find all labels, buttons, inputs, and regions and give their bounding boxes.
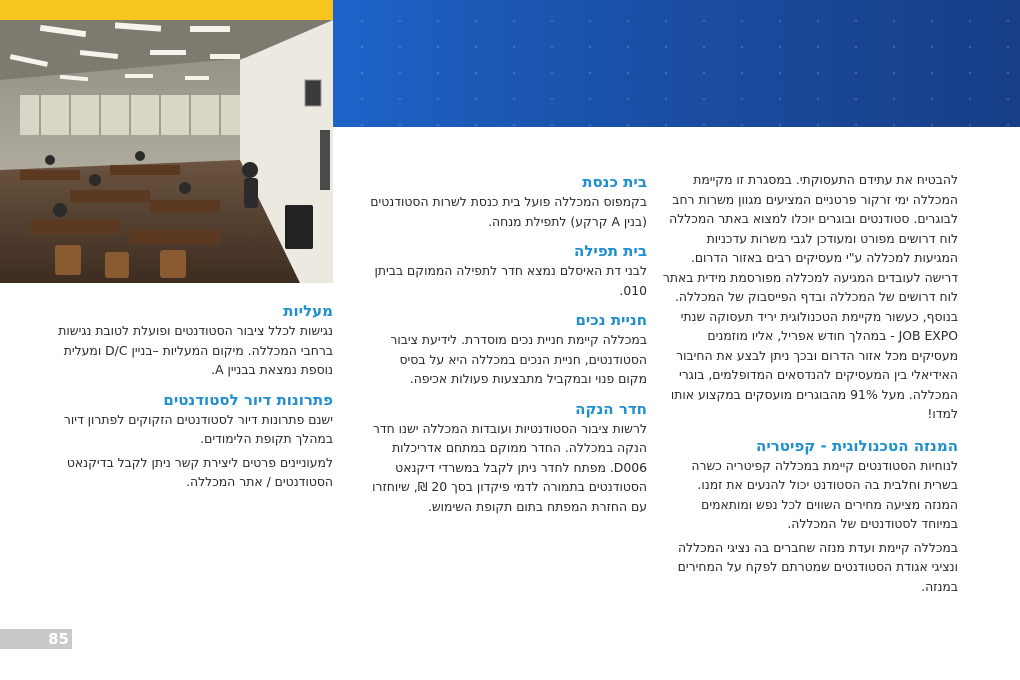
yellow-accent-bar <box>0 0 333 20</box>
page-number: 85 <box>0 629 72 649</box>
nursing-room-text: לרשות ציבור הסטודנטיות ועובדות המכללה ישנו חדר הנקה במכללה. החדר ממוקם במתחם אדריכלות D006. מפתח לחדר ניתן לקבל במשרדי דיקנאט הסטודנטים בתמורה לדמי פיקדון בסך 20 ₪, שיוחזרו עם החזרת המפתח בתום תקופת השימוש. <box>372 420 647 514</box>
nursing-room-heading: חדר הנקה <box>575 399 647 418</box>
cafeteria-committee-text: במכללה קיימת ועדת מנזה שחברים בה נציגי המכללה ונציגי אגודת הסטודנטים שמטרתם לפקח על המחירים במנזה. <box>677 539 958 594</box>
cafeteria-text: לנוחיות הסטודנטים קיימת במכללה קפיטריה כשרה בשרית וחלבית בה הסטודנט יכול להנעים את זמנו. המנזה מציעה מחירים השווים לכל נפש ומותאמים במיוחד לסטודנטים של המכללה. <box>691 457 958 531</box>
elevators-text: נגישות לכלל ציבור הסטודנטים ופועלת לטובת נגישות ברחבי המכללה. מיקום המעליות –בניין D/C ומעלית נוספת נמצאת בבניין A. <box>58 323 333 377</box>
column-right <box>662 170 958 596</box>
elevators-heading: מעליות <box>283 302 333 320</box>
disabled-parking-heading: חניית נכים <box>575 311 647 329</box>
housing-text: ישנם פתרונות דיור לסטודנטים הזקוקים לפתרון דיור במהלך תקופת הלימודים. <box>63 411 333 446</box>
disabled-parking-text: במכללה קיימת חניית נכים מוסדרת. לידיעת ציבור הסטודנטים, חניית הנכים במכללה היא על בסיס מקום פנוי ובמקביל מתבצעות פעולות אכיפה. <box>390 332 647 386</box>
employment-intro-text: להבטיח את עתידם התעסוקתי. במסגרת זו מקיימת המכללה ימי זרקור פרטניים המציעים מגוון משרות רחב לבוגרים. סטודנטים ובוגרים יוכלו למצוא באתר המכללה לוח דרושים מפורט ומעודכן לגבי משרות עדכניות המגיעות למכללה ע"י מעסיקים רבים באזור הדרום. דרישה לעובדים המגיעה למכללה מפורסמת מידית באתר לוח דרושים של המכללה ובדף הפייסבוק של המכללה. בנוסף, כעשור מקיימת הטכנולוגית יריד תעסוקה שנתי JOB EXPO - במהלך חודש אפריל, אליו מוזמנים מעסיקים מכל אזור הדרום ובכך ניתן לבצע את החיבור האידיאלי בין המעסיקים להנדסאים המדופלמים, בוגרי המכללה. מעל 91% מהבוגרים מועסקים במקצוע אותו למדו! <box>662 172 958 421</box>
header-banner <box>333 0 1020 127</box>
prayer-room-heading: בית תפילה <box>574 242 647 260</box>
library-reading-hall-photo <box>0 20 333 283</box>
cafeteria-heading: המנזה הטכנולוגית - קפיטריה <box>756 436 958 455</box>
column-left <box>43 301 333 492</box>
prayer-room-text: לבני דת האיסלם נמצא חדר לתפילה הממוקם בביתן 010. <box>374 263 647 298</box>
column-middle <box>367 172 647 516</box>
header-dot-pattern <box>333 0 1020 127</box>
synagogue-text: בקמפוס המכללה פועל בית כנסת לשרות הסטודנטים (בנין A קרקע) לתפילת מנחה. <box>370 194 647 229</box>
housing-heading: פתרונות דיור לסטודנטים <box>163 390 333 409</box>
photo-illustration <box>0 20 333 283</box>
housing-contact-text: למעוניינים פרטים ליצירת קשר ניתן לקבל בדיקנאט הסטודנטים / אתר המכללה. <box>66 454 333 489</box>
synagogue-heading: בית כנסת <box>582 173 647 191</box>
